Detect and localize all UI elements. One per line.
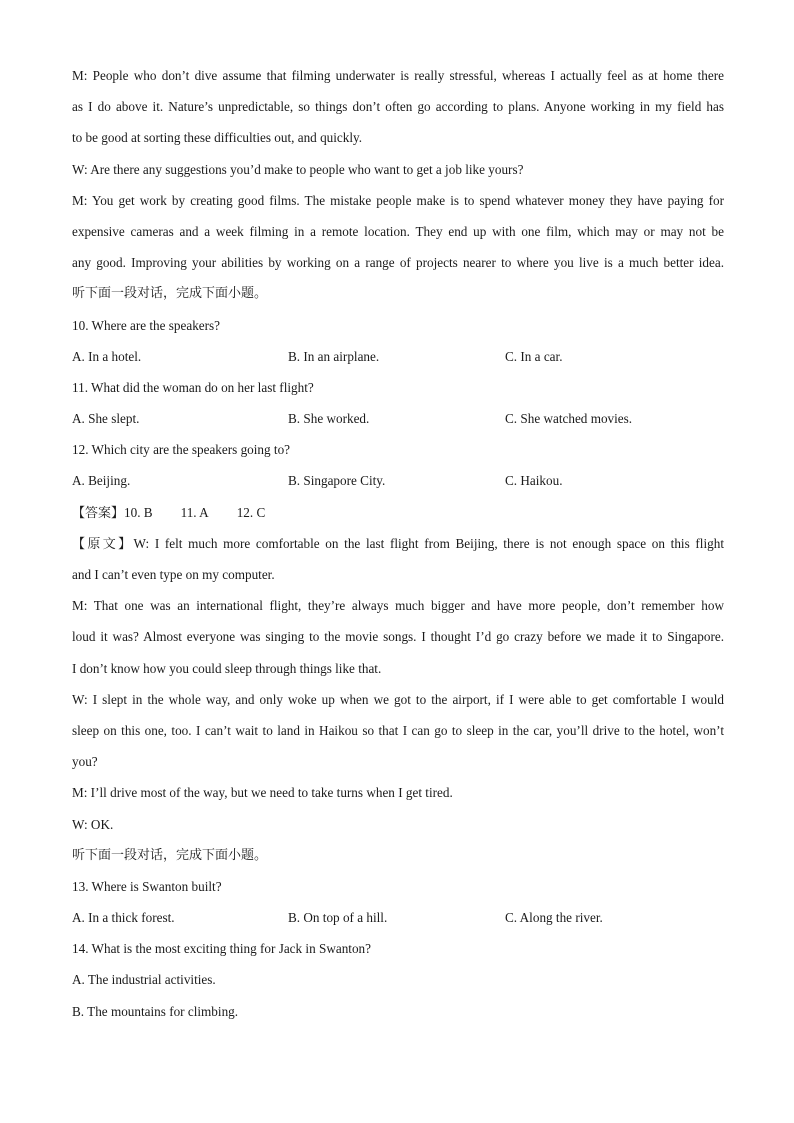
transcript-line: M: You get work by creating good films. The mistake people make is to spend whatever money they have paying for [72, 192, 724, 208]
transcript-line: W: Are there any suggestions you’d make to people who want to get a job like yours? [72, 161, 524, 177]
transcript-line: W: I slept in the whole way, and only woke up when we got to the airport, if I were able to get comfortable I would [72, 691, 724, 707]
option-c: C. Haikou. [505, 473, 563, 489]
answer-label: 【答案】 [72, 505, 125, 521]
answer-key [72, 497, 724, 528]
transcript-line: and I can’t even type on my computer. [72, 567, 275, 582]
question-14 [72, 933, 724, 1027]
question-12 [72, 434, 724, 496]
transcript-line: sleep on this one, too. I can’t wait to land in Haikou so that I can go to sleep in the car, you’ll drive to the hotel, won’t [72, 722, 724, 738]
transcript-line: M: That one was an international flight, they’re always much bigger and have more people, don’t remember how [72, 598, 724, 614]
option-a: A. She slept. [72, 411, 140, 427]
section-instruction: 听下面一段对话，完成下面小题。 [72, 847, 268, 863]
question-text: 11. What did the woman do on her last flight? [72, 379, 314, 395]
option-a: A. In a thick forest. [72, 910, 175, 926]
transcript-line: expensive cameras and a week filming in a remote location. They end up with one film, which may or may not be [72, 223, 724, 239]
question-13 [72, 871, 724, 933]
option-b: B. Singapore City. [288, 473, 386, 489]
transcript-line: M: I’ll drive most of the way, but we need to take turns when I get tired. [72, 785, 453, 801]
options-row [72, 902, 724, 933]
transcript-line: M: People who don’t dive assume that filming underwater is really stressful, whereas I actually feel as at home there [72, 68, 724, 83]
original-transcript [72, 528, 724, 840]
question-11 [72, 372, 724, 434]
question-10 [72, 310, 724, 372]
answer-item: 11. A [180, 504, 209, 520]
option-c: C. Along the river. [505, 910, 603, 926]
option-b: B. The mountains for climbing. [72, 1003, 239, 1019]
answer-item: 12. C [236, 504, 266, 520]
transcript-line [72, 528, 724, 559]
option-a: A. Beijing. [72, 473, 131, 489]
transcript-text: W: I felt much more comfortable on the last flight from Beijing, there is not enough space on this flight [133, 535, 724, 551]
question-text: 12. Which city are the speakers going to? [72, 442, 291, 458]
transcript-line: you? [72, 754, 98, 770]
options-row [72, 465, 724, 496]
transcript-line: to be good at sorting these difficulties out, and quickly. [72, 130, 363, 146]
options-row [72, 403, 724, 434]
section-instruction: 听下面一段对话，完成下面小题。 [72, 286, 268, 302]
transcript-line: loud it was? Almost everyone was singing to the movie songs. I thought I’d go crazy before we made it to Singapore. [72, 629, 724, 645]
transcript-line: any good. Improving your abilities by working on a range of projects nearer to where you live is a much better idea. [72, 255, 724, 271]
option-b: B. On top of a hill. [288, 910, 388, 926]
answer-item: 10. B [124, 504, 153, 520]
transcript-line: as I do above it. Nature’s unpredictable, so things don’t often go according to plans. Anyone working in my field has [72, 99, 724, 115]
original-label: 【原文】 [72, 536, 134, 552]
question-text: 14. What is the most exciting thing for Jack in Swanton? [72, 941, 371, 957]
document-page [72, 60, 724, 1027]
transcript-continuation [72, 60, 724, 278]
option-b: B. In an airplane. [288, 348, 380, 364]
transcript-line: W: OK. [72, 816, 114, 832]
transcript-line: I don’t know how you could sleep through things like that. [72, 660, 382, 676]
option-a: A. The industrial activities. [72, 972, 216, 988]
option-c: C. She watched movies. [505, 411, 633, 427]
option-b: B. She worked. [288, 411, 370, 427]
option-a: A. In a hotel. [72, 348, 142, 364]
question-text: 13. Where is Swanton built? [72, 878, 222, 894]
options-row [72, 341, 724, 372]
option-c: C. In a car. [505, 348, 563, 364]
question-text: 10. Where are the speakers? [72, 317, 221, 333]
